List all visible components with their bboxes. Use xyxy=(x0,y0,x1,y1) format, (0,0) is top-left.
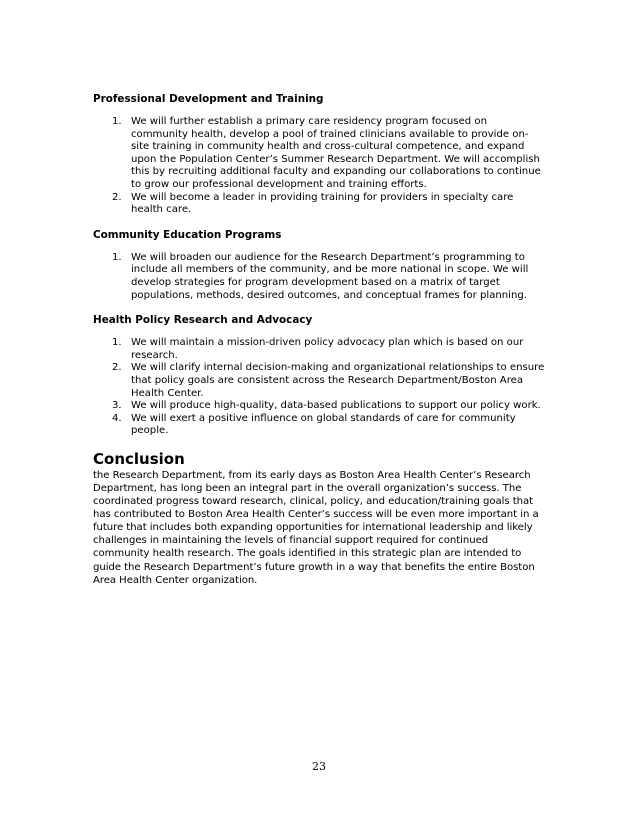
list-item: 1. We will maintain a mission-driven policy advocacy plan which is based on our research. xyxy=(112,337,524,361)
community-education-list xyxy=(93,252,545,302)
list-item: 4. We will exert a positive influence on global standards of care for community people. xyxy=(112,412,516,437)
list-item: 2. We will become a leader in providing training for providers in specialty care health care. xyxy=(112,191,514,216)
list-item: 1. We will broaden our audience for the Research Department’s programming to include all members of the community, and be more national in scope. We will develop strategies for program development based on a matrix of target populations, methods, desired outcomes, and conceptual frames for planning. xyxy=(112,251,529,301)
conclusion-title: Conclusion xyxy=(93,449,185,468)
section-heading-community-education: Community Education Programs xyxy=(93,228,282,241)
list-item: 3. We will produce high-quality, data-based publications to support our policy work. xyxy=(112,400,541,412)
list-item: 2. We will clarify internal decision-making and organizational relationships to ensure that policy goals are consistent across the Research Department/Boston Area Health Center. xyxy=(112,362,545,399)
page-content xyxy=(93,93,545,587)
section-heading-health-policy: Health Policy Research and Advocacy xyxy=(93,314,313,327)
list-item: 1. We will further establish a primary care residency program focused on community health, develop a pool of trained clinicians available to provide on-site training in community health and cross-cultural competence, and expand upon the Population Center’s Summer Research Department. We will accomplish this by recruiting additional faculty and expanding our collaborations to continue to grow our professional development and training efforts. xyxy=(112,116,541,190)
professional-development-list xyxy=(93,116,545,217)
page-number: 23 xyxy=(312,760,326,773)
section-heading-professional-development: Professional Development and Training xyxy=(93,93,324,105)
health-policy-list xyxy=(93,337,545,438)
conclusion-body: the Research Department, from its early days as Boston Area Health Center’s Research Department, has long been an integral part in the overall organization’s success. The coordinated progress toward research, clinical, policy, and education/training goals that has contributed to Boston Area Health Center’s success will be even more important in a future that includes both expanding opportunities for international leadership and likely challenges in maintaining the levels of financial support required for continued community health research. The goals identified in this strategic plan are intended to guide the Research Department’s future growth in a way that benefits the entire Boston Area Health Center organization. xyxy=(93,469,539,586)
